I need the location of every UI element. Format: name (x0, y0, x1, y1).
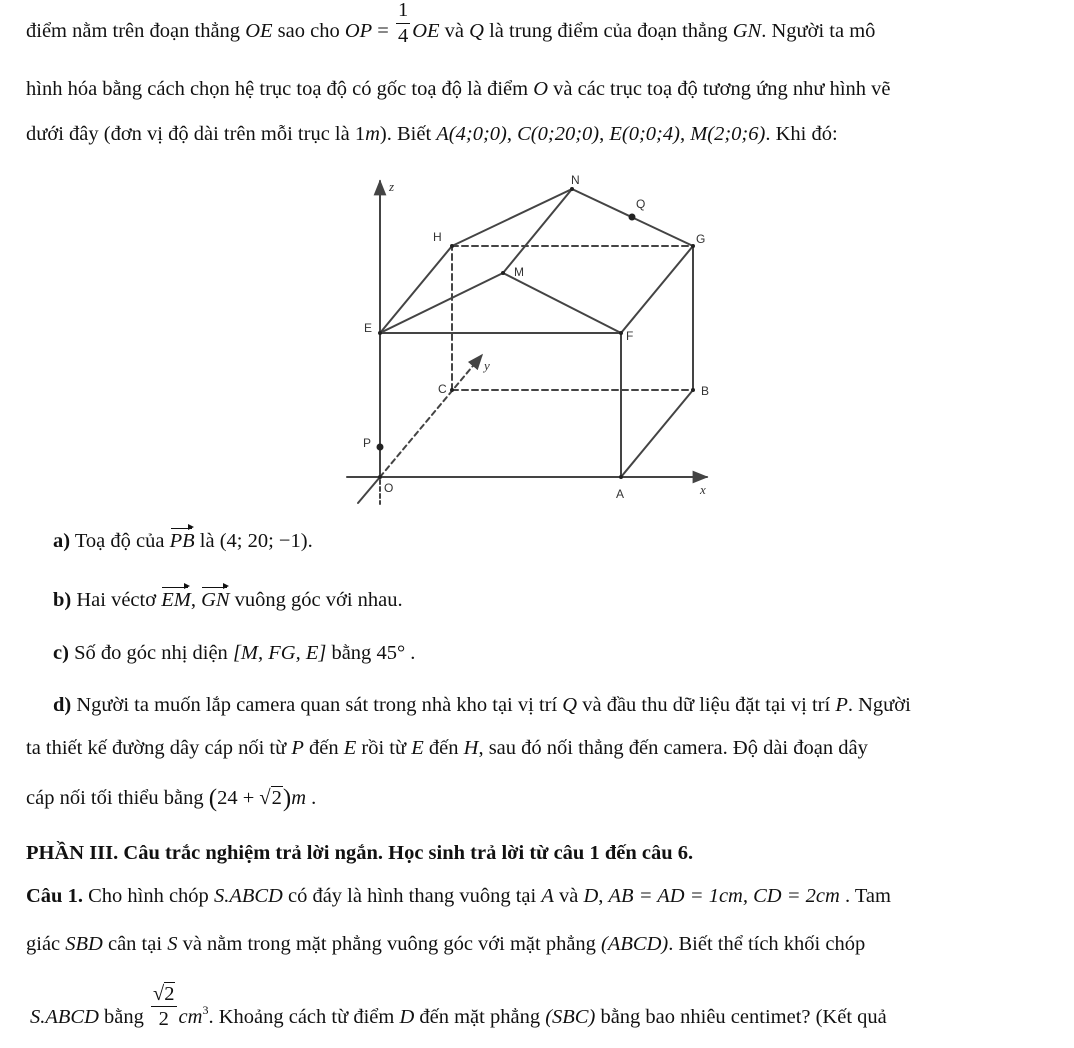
q1-line-2 (26, 934, 865, 955)
label-Q: Q (636, 197, 646, 211)
intro-line-3 (26, 124, 838, 145)
text: . (306, 787, 317, 809)
text: và (439, 20, 470, 43)
math-plane-ABCD: (ABCD) (601, 933, 669, 955)
frac-num: 1 (396, 0, 410, 24)
label-G: G (696, 232, 706, 246)
dihedral-angle: [M, FG, E] (232, 642, 327, 664)
item-label: c) (53, 642, 69, 664)
label-x: x (700, 482, 706, 497)
text: . (307, 530, 313, 552)
text: đến mặt phẳng (414, 1006, 546, 1028)
text: và (553, 885, 584, 907)
label-B: B (701, 384, 710, 398)
item-d-line-3 (26, 786, 316, 811)
text: có đáy là hình thang vuông tại (282, 885, 542, 907)
math-D: D (399, 1006, 415, 1028)
equals: = (372, 20, 394, 43)
text: . Người ta mô (761, 20, 876, 43)
sep: , (190, 589, 202, 611)
text: cân tại (102, 933, 168, 955)
math-P: P (835, 694, 848, 716)
vector-EM: EM (161, 589, 191, 611)
edge-NG (572, 189, 693, 246)
intro-line-2 (26, 79, 891, 100)
text: , sau đó nối thẳng đến camera. Độ dài đoạn dây (478, 737, 868, 759)
edge-MN (503, 189, 572, 273)
label-A: A (616, 487, 625, 501)
frac-den: 4 (397, 24, 409, 47)
y-axis-negative (358, 477, 380, 503)
text: là (194, 530, 220, 552)
text: . Người (847, 694, 911, 716)
unit: cm (178, 1006, 203, 1028)
item-label: d) (53, 694, 72, 716)
math-Q: Q (562, 694, 578, 716)
fraction-one-quarter (396, 0, 410, 47)
math-plane-SBC: (SBC) (545, 1006, 596, 1028)
text: cáp nối tối thiểu bằng (26, 787, 209, 809)
y-axis (380, 355, 482, 477)
q1-line-1 (26, 886, 891, 907)
math-O: O (533, 78, 549, 100)
text: rồi từ (356, 737, 412, 759)
q1-line-3 (30, 982, 887, 1031)
number: 24 + (217, 787, 260, 809)
math-OE: OE (412, 20, 440, 43)
label-E: E (364, 321, 373, 335)
label-O: O (384, 481, 394, 495)
point-A-coords: A(4;0;0) (436, 123, 507, 145)
point-P (377, 444, 384, 451)
item-b (53, 590, 403, 611)
edge-FG (621, 246, 693, 333)
math-Q: Q (469, 20, 484, 43)
point-E (378, 331, 382, 335)
text: đến (423, 737, 464, 759)
math-E: E (411, 737, 424, 759)
paren: ( (208, 785, 218, 812)
text: và các trục toạ độ tương ứng như hình vẽ (548, 78, 891, 100)
math-A: A (541, 885, 554, 907)
math-OE: OE (245, 20, 273, 43)
math-E: E (343, 737, 357, 759)
math-SABCD: S.ABCD (213, 885, 283, 907)
intro-line-1 (26, 0, 876, 47)
math-D: D (583, 885, 599, 907)
angle-value: 45° (376, 642, 406, 664)
frac-num (151, 984, 177, 1008)
sep: , (679, 123, 691, 145)
label-z: z (389, 179, 395, 194)
text: sao cho (272, 20, 345, 43)
paren: ) (282, 785, 292, 812)
math-OP: OP (344, 20, 373, 43)
text: điểm nằm trên đoạn thẳng (26, 20, 246, 43)
text: giác (26, 933, 66, 955)
text: hình hóa bằng cách chọn hệ trục toạ độ có gốc toạ độ là điểm (26, 78, 534, 100)
point-A (619, 475, 623, 479)
math-m: m (365, 123, 380, 145)
text: vuông góc với nhau. (229, 589, 403, 611)
radicand: 2 (271, 787, 282, 809)
point-C (450, 388, 454, 392)
text: . (405, 642, 416, 664)
vector-GN: GN (201, 589, 230, 611)
value-PB: (4; 20; −1) (219, 530, 308, 552)
text: Số đo góc nhị diện (68, 642, 233, 664)
text: . Khi đó: (765, 123, 838, 145)
text: , (598, 885, 609, 907)
point-O (378, 475, 382, 479)
item-d-line-1 (53, 695, 911, 716)
sep: , (506, 123, 518, 145)
item-label: a) (53, 530, 71, 552)
sqrt-symbol: √ (259, 787, 271, 809)
text: . Tam (839, 885, 891, 907)
vector-PB: PB (169, 530, 195, 552)
text: và nằm trong mặt phẳng vuông góc với mặt phẳng (177, 933, 602, 955)
label-F: F (626, 329, 634, 343)
point-M (501, 271, 505, 275)
unit-exponent: 3 (202, 1003, 209, 1017)
sep: , (599, 123, 610, 145)
frac-den: 2 (158, 1008, 169, 1031)
text: và đầu thu dữ liệu đặt tại vị trí (577, 694, 836, 716)
math-GN: GN (732, 20, 762, 43)
point-E-coords: E(0;0;4) (609, 123, 680, 145)
point-G (691, 244, 695, 248)
label-P: P (363, 436, 372, 450)
sqrt-2 (259, 788, 283, 809)
text: ). Biết (379, 123, 437, 145)
math-P: P (291, 737, 304, 759)
item-a (53, 531, 313, 552)
text: ta thiết kế đường dây cáp nối từ (26, 737, 292, 759)
point-N (570, 187, 574, 191)
edge-EM (380, 273, 503, 333)
text: Toạ độ của (70, 530, 170, 552)
point-H (450, 244, 454, 248)
text: đến (303, 737, 344, 759)
part3-heading: PHẦN III. Câu trắc nghiệm trả lời ngắn. Học sinh trả lời từ câu 1 đến câu 6. (26, 842, 694, 864)
point-Q (629, 214, 636, 221)
item-d-line-2 (26, 738, 868, 759)
text: Cho hình chóp (82, 885, 214, 907)
math-SBD: SBD (65, 933, 103, 955)
radicand: 2 (164, 982, 175, 1005)
item-label: b) (53, 589, 72, 611)
math-S: S (167, 933, 178, 955)
edge-MF (503, 273, 621, 333)
text: . Biết thể tích khối chóp (668, 933, 866, 955)
text: . Khoảng cách từ điểm (208, 1006, 400, 1028)
question-label: Câu 1. (26, 885, 83, 907)
edge-HN (452, 189, 572, 246)
point-B (691, 388, 695, 392)
point-M-coords: M(2;0;6) (690, 123, 766, 145)
text: bằng (98, 1006, 150, 1028)
label-H: H (433, 230, 442, 244)
point-C-coords: C(0;20;0) (517, 123, 600, 145)
edge-AB (621, 390, 693, 477)
edge-EH (380, 246, 452, 333)
label-N: N (571, 173, 580, 187)
text: là trung điểm của đoạn thẳng (483, 20, 733, 43)
text: bằng (326, 642, 377, 664)
label-C: C (438, 382, 447, 396)
point-F (619, 331, 623, 335)
text: Hai véctơ (71, 589, 162, 611)
text: dưới đây (đơn vị độ dài trên mỗi trục là 1 (26, 123, 366, 145)
math-lengths: AB = AD = 1cm, CD = 2cm (608, 885, 840, 907)
text: Người ta muốn lắp camera quan sát trong nhà kho tại vị trí (71, 694, 563, 716)
fraction-sqrt2-over-2 (151, 984, 177, 1031)
unit: m (291, 787, 307, 809)
label-M: M (514, 265, 524, 279)
label-y: y (484, 358, 490, 373)
math-H: H (463, 737, 479, 759)
item-c (53, 643, 415, 664)
sqrt-symbol: √ (153, 982, 165, 1005)
text: bằng bao nhiêu centimet? (Kết quả (595, 1006, 887, 1028)
math-SABCD: S.ABCD (30, 1006, 99, 1028)
